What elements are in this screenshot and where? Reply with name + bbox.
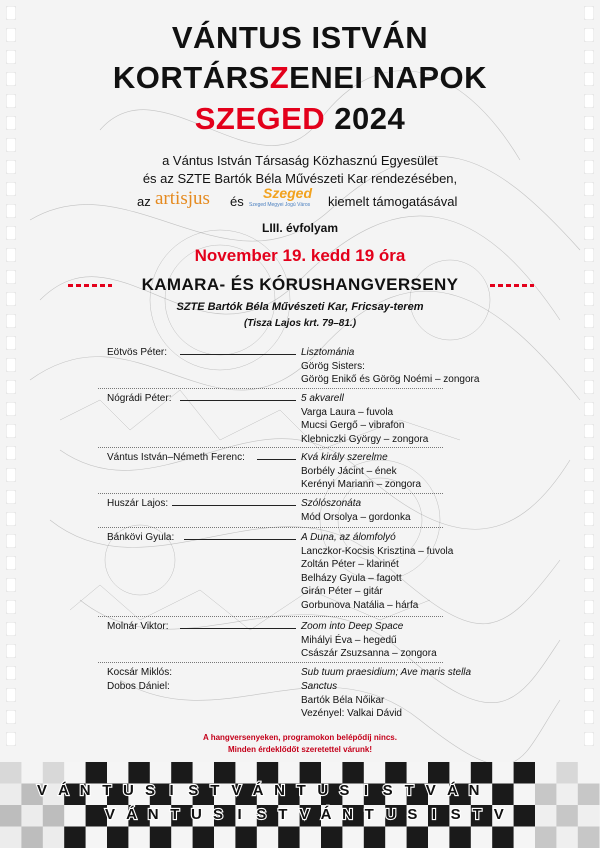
sponsor-text-and: és	[230, 194, 244, 209]
composer-name: Molnár Viktor:	[107, 621, 169, 632]
checker-square	[578, 784, 600, 806]
composer-name: Huszár Lajos:	[107, 498, 169, 509]
festival-title-line2	[0, 60, 600, 96]
concert-title: KAMARA- ÉS KÓRUSHANGVERSENY	[141, 275, 459, 294]
festival-title-line3	[0, 101, 600, 137]
connector-rule	[172, 505, 296, 506]
checker-square	[193, 762, 215, 784]
performer-line: Varga Laura – fuvola	[301, 406, 394, 418]
connector-rule	[180, 628, 296, 629]
banner-letter: I	[237, 806, 242, 823]
composer-name: Nógrádi Péter:	[107, 393, 172, 404]
performer-line: Görög Sisters:	[301, 360, 365, 372]
checker-square	[86, 762, 108, 784]
checker-square	[321, 762, 343, 784]
checker-square	[235, 762, 257, 784]
checker-square	[556, 805, 578, 827]
checker-square	[278, 762, 300, 784]
banner-letter: S	[382, 782, 393, 799]
checker-square	[385, 827, 407, 848]
banner-letter: T	[278, 806, 288, 823]
banner-letter: U	[317, 782, 329, 799]
checker-square	[428, 827, 450, 848]
performer-line: Mód Orsolya – gordonka	[301, 511, 411, 523]
checker-square	[342, 762, 364, 784]
work-title: Sub tuum praesidium; Ave maris stella	[301, 667, 472, 678]
banner-letter: V	[231, 782, 242, 799]
performer-line: Császár Zsuzsanna – zongora	[301, 648, 437, 660]
banner-letter: T	[210, 782, 220, 799]
composer-name: Eötvös Péter:	[107, 347, 168, 358]
checker-square	[0, 784, 22, 806]
checker-square	[514, 762, 536, 784]
connector-rule	[180, 400, 296, 401]
checker-square	[171, 762, 193, 784]
banner-letter: Á	[320, 806, 332, 823]
performer-line: Lanczkor-Kocsis Krisztina – fuvola	[301, 545, 454, 557]
banner-letter: V	[36, 782, 48, 799]
checker-square	[578, 805, 600, 827]
checker-square	[21, 827, 43, 848]
performer-line: Mucsi Gergő – vibrafon	[301, 420, 405, 432]
checker-square	[21, 805, 43, 827]
banner-letter: V	[425, 782, 436, 799]
checker-square	[535, 805, 557, 827]
banner-letter: S	[256, 806, 267, 823]
banner-letter: V	[104, 806, 116, 823]
szeged-logo-word: Szeged	[263, 185, 313, 201]
checker-square	[214, 762, 236, 784]
checker-square	[300, 762, 322, 784]
performer-line: Girán Péter – gitár	[301, 586, 383, 598]
connector-rule	[180, 354, 296, 355]
program-separator	[98, 493, 443, 494]
banner-letter: S	[339, 782, 350, 799]
work-title: 5 akvarell	[301, 393, 344, 404]
banner-letter: V	[493, 806, 504, 823]
checker-square	[535, 762, 557, 784]
checker-square	[514, 827, 536, 848]
checker-square	[407, 827, 429, 848]
banner-letter: I	[169, 782, 174, 799]
banner-letter: N	[79, 782, 91, 799]
sponsor-line	[0, 185, 600, 214]
checker-square	[43, 805, 65, 827]
composer-name: Vántus István–Németh Ferenc:	[107, 452, 245, 463]
checker-square	[64, 827, 86, 848]
title-accent-letter: Z	[269, 60, 290, 95]
work-title: Lisztománia	[301, 347, 355, 358]
performer-line: Borbély Jácint – ének	[301, 465, 397, 477]
work-title: Zoom into Deep Space	[301, 621, 404, 632]
checker-square	[86, 827, 108, 848]
checker-square	[407, 762, 429, 784]
checker-square	[0, 805, 22, 827]
banner-letter: N	[274, 782, 286, 799]
checker-square	[514, 805, 536, 827]
checker-square	[492, 784, 514, 806]
festival-title-line1: VÁNTUS ISTVÁN	[171, 20, 429, 55]
checker-square	[449, 762, 471, 784]
checkerboard-name-banner	[0, 762, 600, 848]
checker-square	[492, 762, 514, 784]
venue: SZTE Bartók Béla Művészeti Kar, Fricsay-terem	[176, 301, 424, 313]
red-dash-decoration-right	[490, 284, 534, 287]
city-name: SZEGED	[194, 101, 326, 136]
welcome-notice: Minden érdeklődőt szeretettel várunk!	[227, 745, 373, 754]
checker-square	[471, 827, 493, 848]
banner-letter: Á	[126, 806, 138, 823]
checker-square	[235, 827, 257, 848]
checker-square	[43, 762, 65, 784]
checker-square	[535, 784, 557, 806]
checker-square	[535, 827, 557, 848]
performer-line: Mihályi Éva – hegedű	[301, 634, 397, 646]
performer-line: Zoltán Péter – klarinét	[301, 559, 399, 571]
organizer-line2: és az SZTE Bartók Béla Művészeti Kar rendezésében,	[142, 171, 458, 186]
banner-letter: Á	[446, 782, 458, 799]
checker-square	[364, 762, 386, 784]
composer-name: Dobos Dániel:	[107, 681, 170, 692]
banner-letter: U	[122, 782, 134, 799]
program-separator	[98, 447, 443, 448]
checker-square	[214, 827, 236, 848]
checker-square	[364, 827, 386, 848]
banner-letter: Á	[58, 782, 70, 799]
banner-letter: T	[102, 782, 112, 799]
checker-square	[257, 762, 279, 784]
performer-line: Vezényel: Valkai Dávid	[301, 708, 402, 720]
banner-letter: T	[472, 806, 482, 823]
organizer-line1: a Vántus István Társaság Közhasznú Egyesület	[162, 153, 438, 168]
banner-letter: I	[363, 782, 369, 799]
artisjus-logo: artisjus	[155, 188, 210, 209]
composer-name: Bánkövi Gyula:	[107, 532, 175, 543]
banner-letter: U	[385, 806, 397, 823]
checker-square	[385, 762, 407, 784]
banner-letter: T	[404, 782, 414, 799]
checker-square	[492, 827, 514, 848]
banner-letter: T	[364, 806, 374, 823]
szeged-logo-subtitle: Szeged Megyei Jogú Város	[249, 202, 311, 208]
banner-letter: I	[431, 806, 437, 823]
banner-letter: S	[188, 782, 199, 799]
work-title: A Duna, az álomfolyó	[301, 532, 396, 543]
venue-address: (Tisza Lajos krt. 79–81.)	[243, 318, 357, 329]
program-separator	[98, 388, 443, 389]
concert-heading	[0, 273, 600, 297]
performer-line: Bartók Béla Nőikar	[301, 694, 385, 706]
sponsor-text-post: kiemelt támogatásával	[328, 194, 458, 209]
performer-line: Klebniczki György – zongora	[301, 433, 429, 445]
banner-letter: V	[299, 806, 310, 823]
checker-square	[556, 827, 578, 848]
checker-square	[150, 762, 172, 784]
checker-square	[449, 827, 471, 848]
checker-square	[150, 827, 172, 848]
szeged-city-logo	[249, 185, 319, 214]
checker-square	[342, 827, 364, 848]
checker-square	[171, 827, 193, 848]
composer-name: Kocsár Miklós:	[107, 667, 173, 678]
checker-square	[471, 762, 493, 784]
checker-square	[107, 762, 129, 784]
checker-square	[0, 827, 22, 848]
checker-square	[64, 762, 86, 784]
checker-square	[128, 762, 150, 784]
festival-year: 2024	[325, 101, 406, 136]
work-title: Szólószonáta	[301, 498, 362, 509]
connector-rule	[184, 539, 296, 540]
checker-square	[43, 827, 65, 848]
checker-square	[428, 762, 450, 784]
checker-square	[578, 762, 600, 784]
checker-square	[556, 762, 578, 784]
checker-square	[193, 827, 215, 848]
checker-square	[257, 827, 279, 848]
checker-square	[578, 827, 600, 848]
checker-square	[0, 762, 22, 784]
title-part: KORTÁRS	[112, 60, 270, 95]
checker-square	[321, 827, 343, 848]
free-entry-notice: A hangversenyeken, programokon belépődíj nincs.	[203, 733, 397, 742]
banner-letter: S	[212, 806, 224, 823]
program-separator	[98, 616, 443, 617]
checker-square	[278, 827, 300, 848]
banner-letter: N	[468, 782, 480, 799]
banner-letter: U	[190, 806, 202, 823]
checker-square	[21, 762, 43, 784]
performer-line: Belházy Gyula – fagott	[301, 572, 402, 584]
checker-square	[514, 784, 536, 806]
work-title: Sanctus	[301, 681, 338, 692]
banner-letter: N	[342, 806, 354, 823]
title-part: ENEI NAPOK	[289, 60, 488, 95]
performer-line: Görög Enikő és Görög Noémi – zongora	[301, 374, 480, 386]
banner-letter: T	[170, 806, 180, 823]
banner-letter: N	[147, 806, 159, 823]
connector-rule	[257, 459, 296, 460]
banner-letter: S	[450, 806, 461, 823]
banner-letter: S	[144, 782, 156, 799]
performer-line: Gorbunova Natália – hárfa	[301, 600, 419, 611]
checker-square	[128, 827, 150, 848]
work-title: Kvá király szerelme	[301, 452, 388, 463]
checker-square	[556, 784, 578, 806]
volume-label: LIII. évfolyam	[261, 221, 339, 235]
checker-square	[300, 827, 322, 848]
banner-letter: S	[407, 806, 418, 823]
program-separator	[98, 662, 443, 663]
banner-letter: T	[296, 782, 306, 799]
checker-square	[107, 827, 129, 848]
performer-line: Kerényi Mariann – zongora	[301, 479, 422, 491]
checker-square	[64, 805, 86, 827]
program-separator	[98, 527, 443, 528]
banner-letter: Á	[252, 782, 264, 799]
event-date: November 19. kedd 19 óra	[194, 246, 406, 265]
sponsor-text-pre: az	[137, 194, 151, 209]
